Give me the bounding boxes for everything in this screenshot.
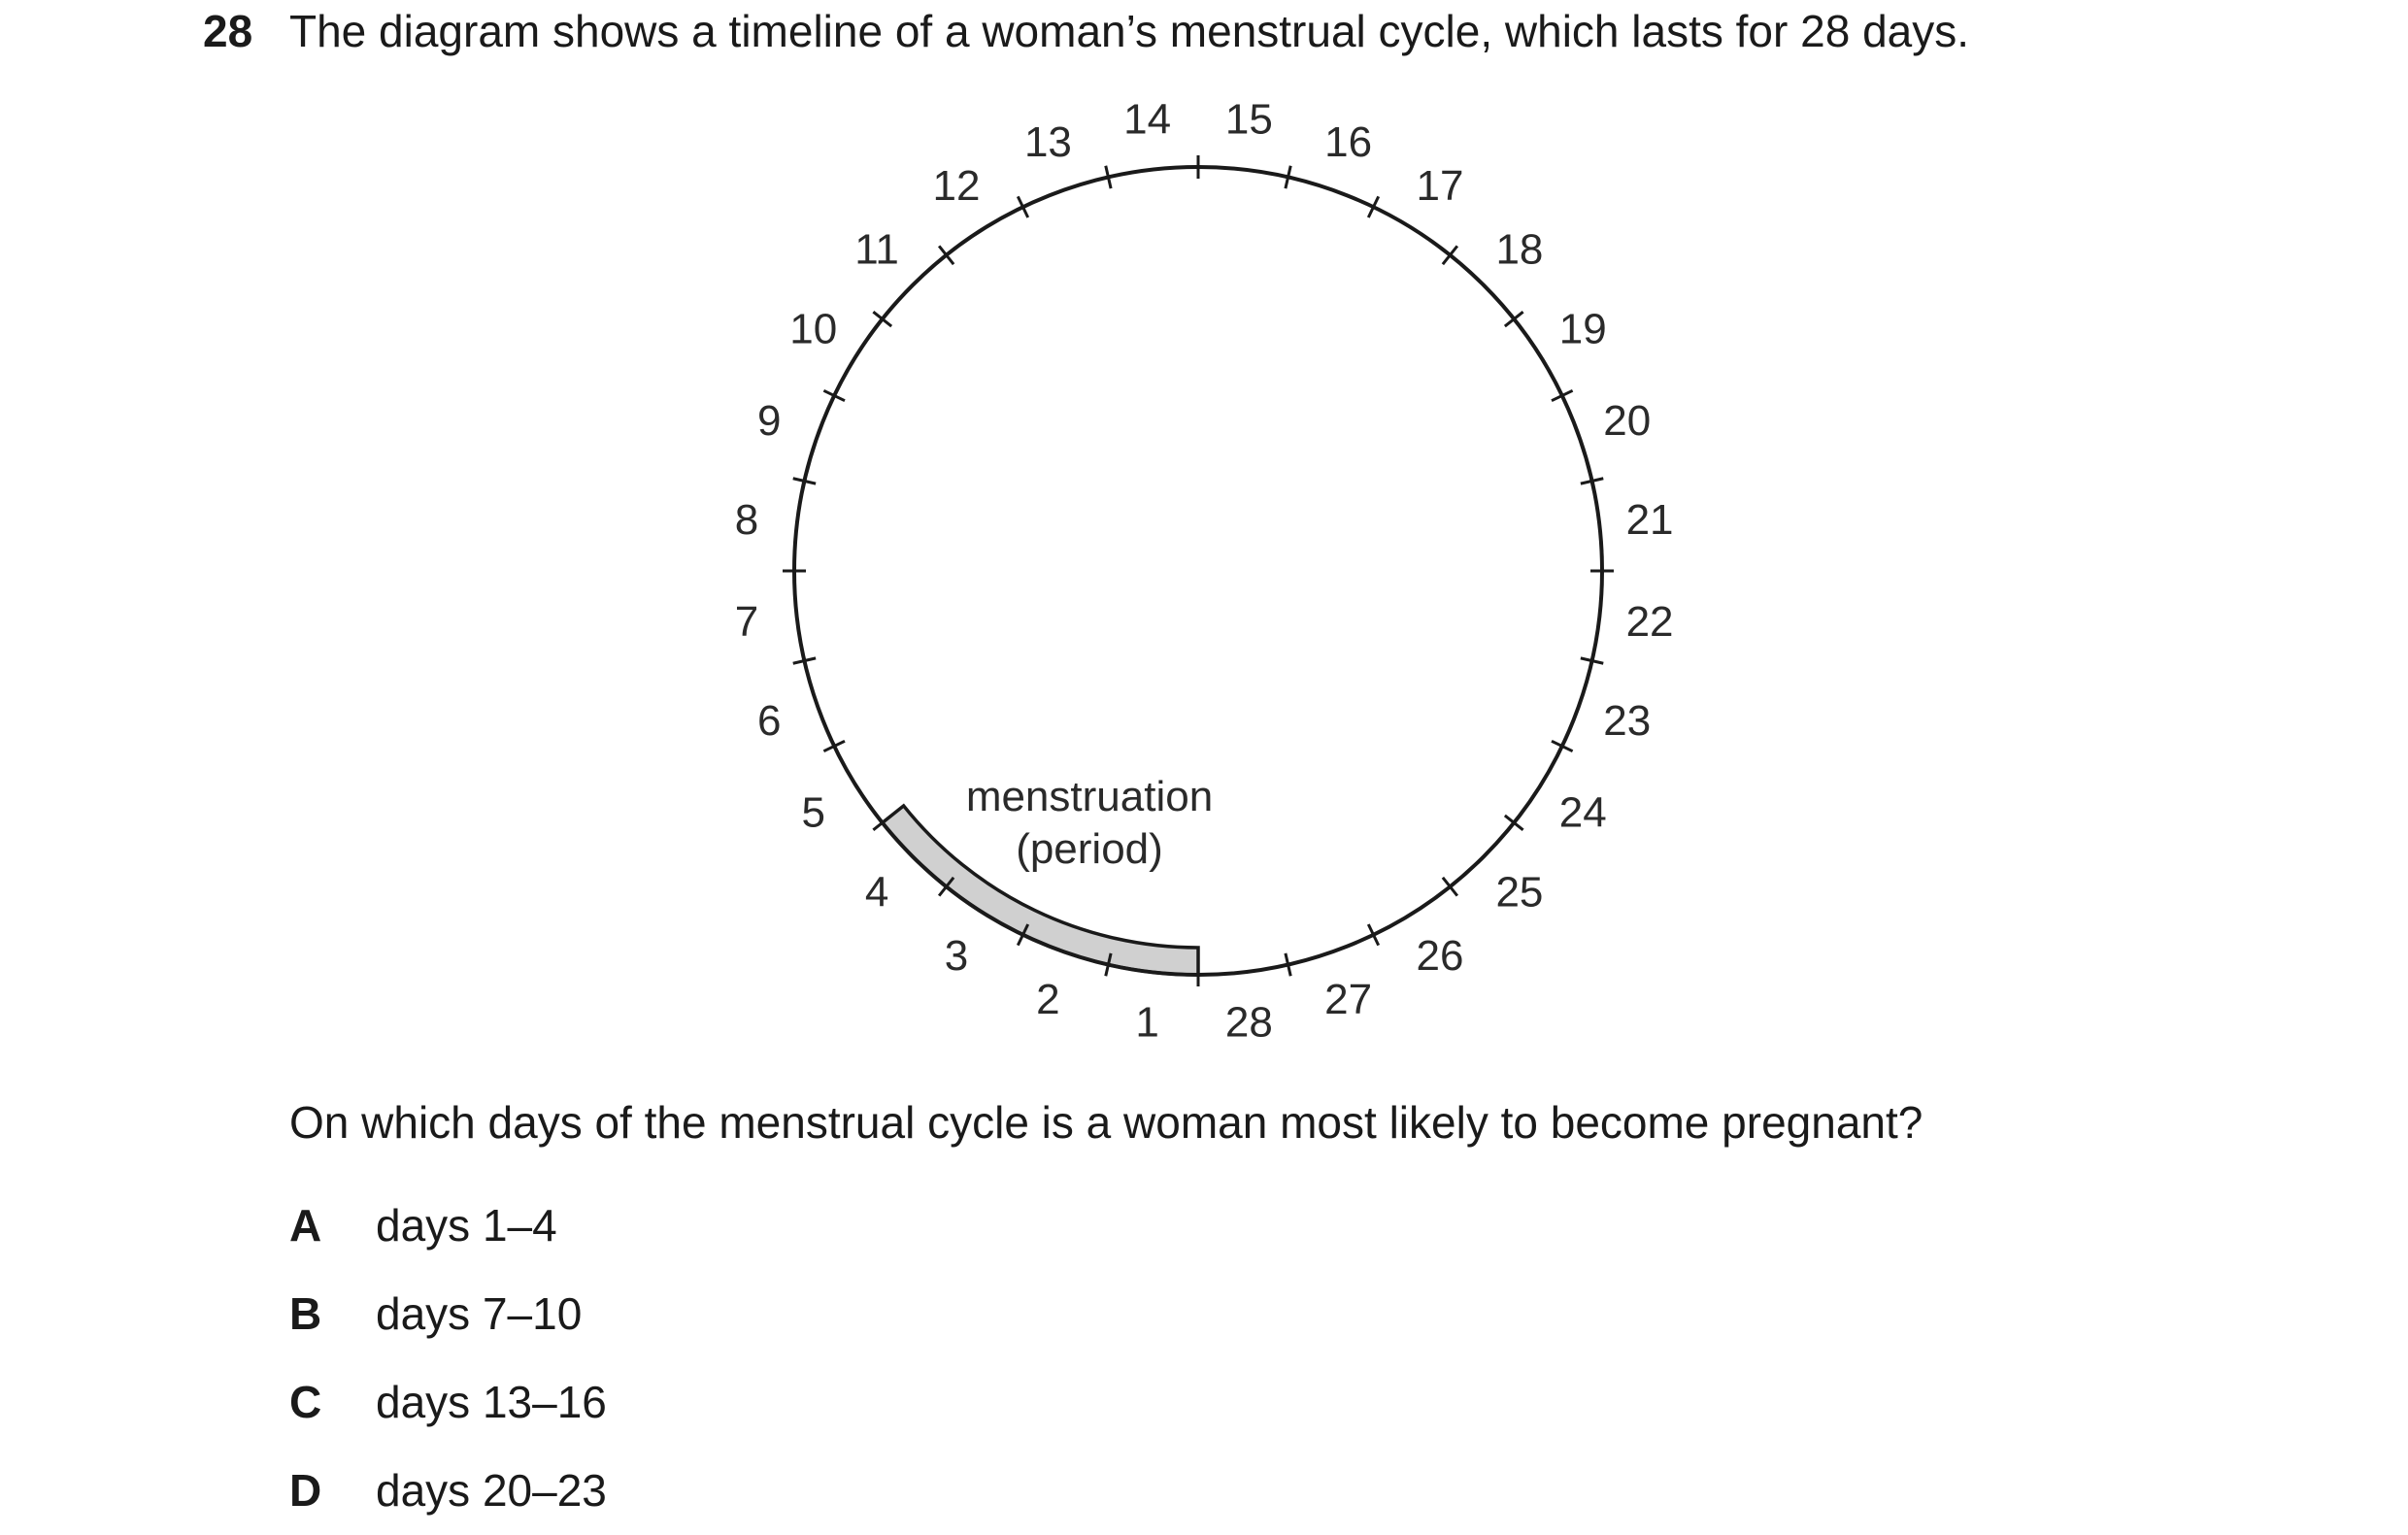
option-letter: C [289, 1377, 322, 1427]
day-label-25: 25 [1495, 868, 1544, 917]
day-tick-marks [783, 155, 1614, 986]
day-label-4: 4 [864, 868, 889, 917]
menstruation-label: menstruation [965, 773, 1214, 820]
option-a[interactable] [289, 1198, 872, 1252]
day-label-10: 10 [789, 305, 838, 353]
question-prompt: On which days of the menstrual cycle is a woman most likely to become pregnant? [289, 1097, 1923, 1148]
day-label-20: 20 [1603, 396, 1652, 445]
day-label-7: 7 [734, 597, 759, 646]
option-text: days 13–16 [376, 1377, 607, 1427]
day-label-15: 15 [1224, 95, 1273, 144]
day-label-23: 23 [1603, 697, 1652, 746]
menstruation-label-period: (period) [1016, 825, 1163, 873]
day-label-21: 21 [1625, 496, 1674, 545]
option-text: days 1–4 [376, 1200, 557, 1251]
day-label-26: 26 [1416, 931, 1464, 980]
option-letter: D [289, 1465, 322, 1516]
day-label-2: 2 [1036, 976, 1060, 1024]
day-label-13: 13 [1023, 117, 1072, 166]
day-labels [735, 95, 1674, 1046]
day-label-18: 18 [1495, 225, 1544, 274]
day-label-1: 1 [1135, 998, 1159, 1047]
option-c[interactable] [289, 1375, 872, 1429]
option-text: days 20–23 [376, 1465, 607, 1516]
option-text: days 7–10 [376, 1288, 583, 1339]
day-label-14: 14 [1123, 95, 1172, 144]
day-label-11: 11 [854, 225, 899, 274]
day-label-19: 19 [1558, 305, 1607, 353]
question-number: 28 [203, 6, 253, 56]
day-label-9: 9 [757, 396, 782, 445]
day-label-17: 17 [1416, 162, 1464, 211]
day-label-28: 28 [1224, 998, 1273, 1047]
day-label-22: 22 [1625, 597, 1674, 646]
option-letter: B [289, 1288, 322, 1339]
day-label-8: 8 [734, 496, 759, 545]
option-letter: A [289, 1200, 322, 1251]
day-label-27: 27 [1324, 976, 1373, 1024]
day-label-5: 5 [801, 788, 825, 837]
day-label-12: 12 [932, 162, 981, 211]
day-label-24: 24 [1558, 788, 1607, 837]
day-label-6: 6 [757, 697, 782, 746]
day-label-3: 3 [944, 931, 969, 980]
option-d[interactable] [289, 1463, 872, 1518]
day-label-16: 16 [1324, 117, 1373, 166]
option-b[interactable] [289, 1286, 872, 1341]
question-stem: The diagram shows a timeline of a woman’s menstrual cycle, which lasts for 28 days. [289, 6, 1970, 56]
